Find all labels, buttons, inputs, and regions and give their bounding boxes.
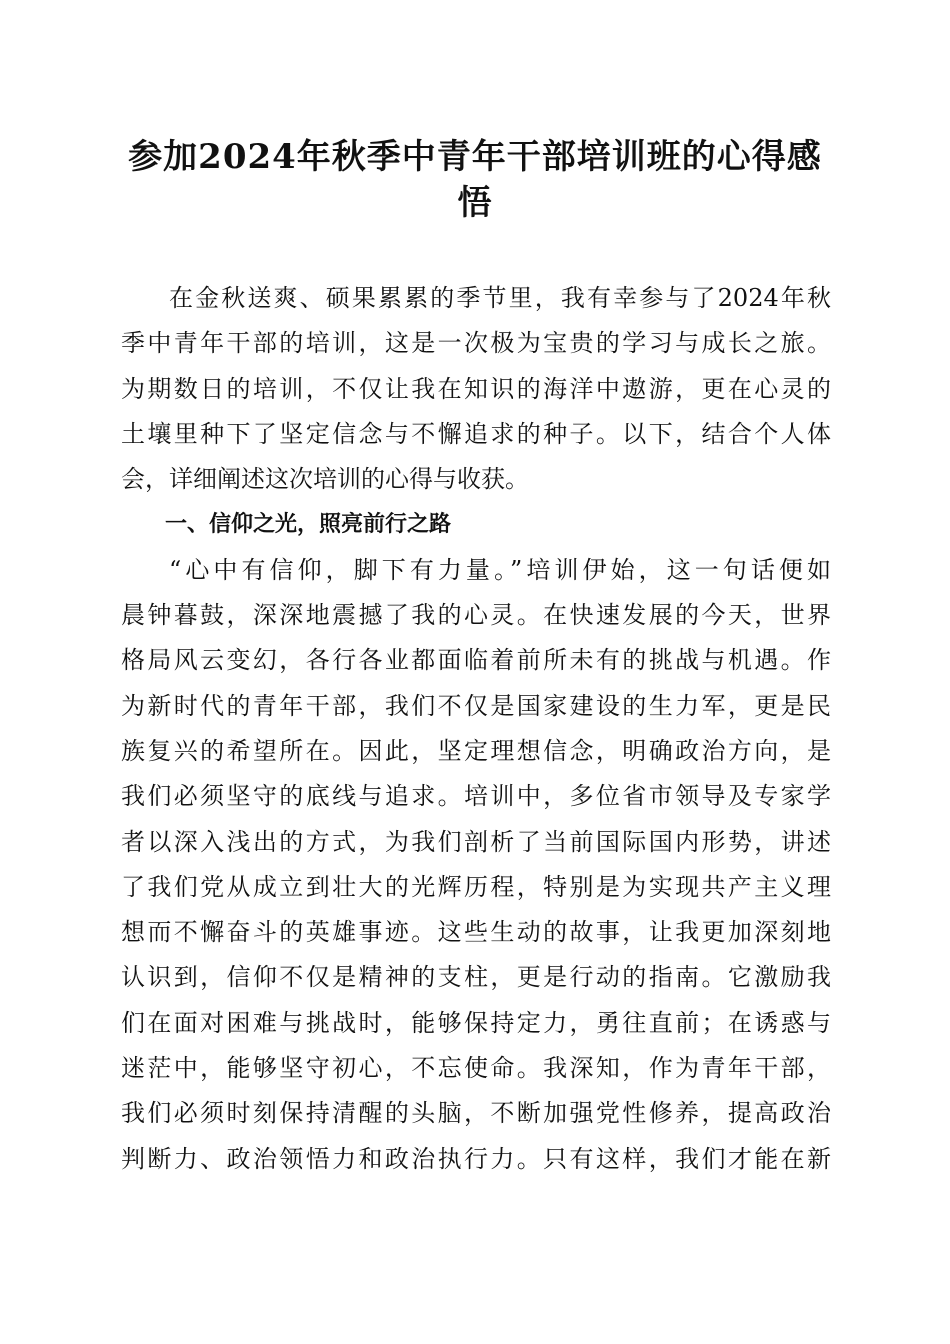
paragraph-line: 为期数日的培训，不仅让我在知识的海洋中遨游，更在心灵的 bbox=[121, 374, 831, 403]
paragraph-line: 认识到，信仰不仅是精神的支柱，更是行动的指南。它激励我 bbox=[121, 963, 831, 992]
paragraph-line: 迷茫中，能够坚守初心，不忘使命。我深知，作为青年干部， bbox=[121, 1054, 831, 1083]
paragraph-line: 者以深入浅出的方式，为我们剖析了当前国际国内形势，讲述 bbox=[121, 827, 831, 856]
document-title bbox=[120, 134, 830, 226]
paragraph-line: 格局风云变幻，各行各业都面临着前所未有的挑战与机遇。作 bbox=[121, 646, 831, 675]
paragraph-line: 我们必须时刻保持清醒的头脑，不断加强党性修养，提高政治 bbox=[121, 1099, 831, 1128]
paragraph-line: 为新时代的青年干部，我们不仅是国家建设的生力军，更是民 bbox=[121, 691, 831, 720]
section-heading: 一、信仰之光，照亮前行之路 bbox=[165, 512, 452, 538]
document-body bbox=[121, 276, 831, 1182]
paragraph-line: “心中有信仰，脚下有力量。”培训伊始，这一句话便如 bbox=[169, 555, 831, 584]
paragraph-line: 晨钟暮鼓，深深地震撼了我的心灵。在快速发展的今天，世界 bbox=[121, 601, 831, 630]
paragraph-line: 了我们党从成立到壮大的光辉历程，特别是为实现共产主义理 bbox=[121, 872, 831, 901]
paragraph-line: 我们必须坚守的底线与追求。培训中，多位省市领导及专家学 bbox=[121, 782, 831, 811]
paragraph-line: 们在面对困难与挑战时，能够保持定力，勇往直前；在诱惑与 bbox=[121, 1008, 831, 1037]
paragraph-line: 在金秋送爽、硕果累累的季节里，我有幸参与了2024年秋 bbox=[169, 284, 831, 312]
paragraph-line: 会，详细阐述这次培训的心得与收获。 bbox=[121, 465, 529, 494]
paragraph-line: 季中青年干部的培训，这是一次极为宝贵的学习与成长之旅。 bbox=[121, 329, 831, 358]
paragraph-line: 想而不懈奋斗的英雄事迹。这些生动的故事，让我更加深刻地 bbox=[121, 918, 831, 947]
paragraph-line: 族复兴的希望所在。因此，坚定理想信念，明确政治方向，是 bbox=[121, 736, 831, 765]
title-line: 参加2024年秋季中青年干部培训班的心得感 bbox=[128, 137, 822, 177]
paragraph-line: 土壤里种下了坚定信念与不懈追求的种子。以下，结合个人体 bbox=[121, 419, 831, 448]
paragraph-line: 判断力、政治领悟力和政治执行力。只有这样，我们才能在新 bbox=[121, 1144, 831, 1173]
title-line: 悟 bbox=[457, 183, 493, 223]
